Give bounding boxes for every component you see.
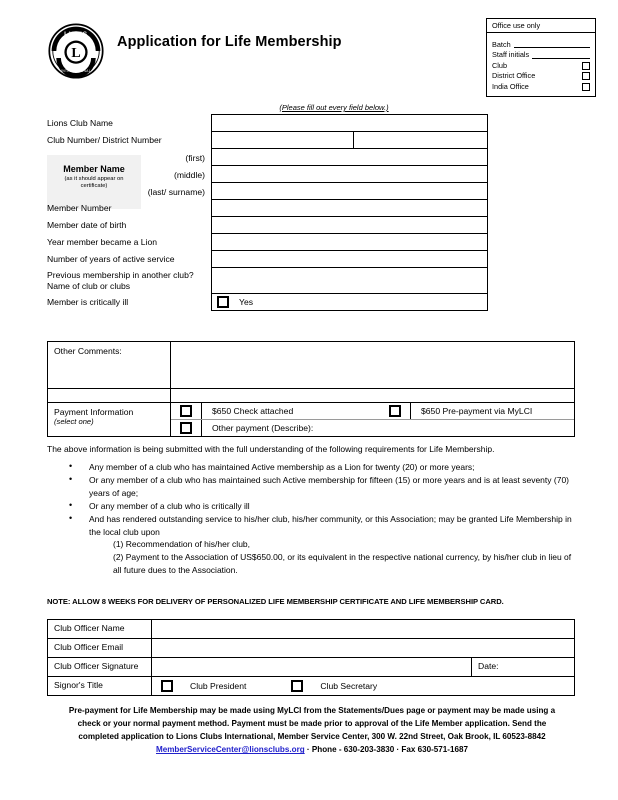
fill-out-instruction: (Please fill out every field below.) [279,103,389,112]
input-member-number[interactable] [212,200,487,216]
row-club-officer-name [48,620,574,638]
requirement-item-4-text: And has rendered outstanding service to his/her club, his/her community, or this Association; may be granted Life Membership in the local club upon [89,514,572,537]
row-lions-club-name [47,115,488,132]
requirement-item-4 [69,513,577,576]
checkbox-cell-prepayment-mylci [380,403,411,419]
label-critically-ill: Member is critically ill [47,297,129,308]
checkbox-cell-club-president [152,680,182,692]
member-name-title: Member Name [63,164,125,174]
footer-line-2: check or your normal payment method. Payment must be made prior to approval of the Life Member application. Send the [77,719,547,729]
footer-line-3: completed application to Lions Clubs International, Member Service Center, 300 W. 22nd Street, Oak Brook, IL 60523-8842 [78,732,546,742]
office-use-only-box [486,18,596,97]
requirement-sub-item-1: (1) Recommendation of his/her club, [113,538,251,549]
signature-and-date-cell [152,658,574,676]
label-other-payment: Other payment (Describe): [212,423,314,433]
row-club-officer-signature [48,657,574,676]
office-rule-batch[interactable] [514,40,590,48]
row-signor-title [48,676,574,695]
office-checkbox-india-office-wrap [576,83,590,91]
label-lions-club-name: Lions Club Name [47,118,113,129]
label-check-attached: $650 Check attached [212,406,294,416]
field-middle-name-wrap [211,165,488,183]
requirement-sub-item-2: (2) Payment to the Association of US$650.00, or its equivalent in the respective national currency, by his/her club in lieu of all future dues to the Association. [113,552,572,575]
office-row-batch [492,39,590,50]
office-checkbox-club[interactable] [582,62,590,70]
label-club-officer-signature: Club Officer Signature [48,658,152,676]
checkbox-prepayment-mylci[interactable] [389,405,401,417]
statement-intro: The above information is being submitted with the full understanding of the following requirements for Life Membership. [47,444,495,454]
svg-text:L: L [71,45,81,61]
input-member-dob[interactable] [212,217,487,233]
input-middle-name[interactable] [212,166,487,182]
office-label-batch: Batch [492,39,511,49]
office-row-staff-initials [492,50,590,61]
input-lions-club-name[interactable] [212,115,487,131]
label-club-officer-name: Club Officer Name [48,620,152,638]
office-use-fields [487,33,595,96]
comments-payment-table [47,341,575,437]
page-title: Application for Life Membership [117,34,342,50]
club-officer-table [47,619,575,696]
payment-sublabel-text: (select one) [54,417,94,426]
office-checkbox-district-office-wrap [576,72,590,80]
input-club-officer-email[interactable] [152,639,574,657]
field-previous-membership-wrap [211,267,488,294]
label-critically-ill-yes: Yes [239,297,254,307]
delivery-note: NOTE: ALLOW 8 WEEKS FOR DELIVERY OF PERSONALIZED LIFE MEMBERSHIP CERTIFICATE AND LIFE MEMBERSHIP CARD. [47,597,504,606]
row-spacer [48,388,574,402]
requirement-item-3: • Or any member of a club who is critically ill [69,500,577,512]
input-previous-membership[interactable] [212,268,487,293]
checkbox-critically-ill-yes[interactable] [217,296,229,308]
office-row-district-office [492,71,590,82]
office-rule-staff-initials[interactable] [532,51,590,59]
row-year-became-lion [47,234,488,251]
row-years-active-service [47,251,488,268]
signor-title-options [152,677,574,695]
checkbox-club-president[interactable] [161,680,173,692]
office-checkbox-india-office[interactable] [582,83,590,91]
svg-text:INTERNATIONAL: INTERNATIONAL [61,68,91,73]
input-club-officer-name[interactable] [152,620,574,638]
label-middle-name: (middle) [173,169,205,180]
footer-contact-line [47,743,577,756]
payment-options [171,403,574,436]
label-years-active-service: Number of years of active service [47,254,175,265]
checkbox-other-payment[interactable] [180,422,192,434]
row-payment-information [48,402,574,436]
office-label-india-office: India Office [492,81,529,91]
row-member-dob [47,217,488,234]
spacer-value-cell [171,389,574,402]
lions-international-logo-icon [47,22,105,80]
input-club-officer-signature[interactable] [152,658,471,676]
row-member-last-name [47,183,488,200]
label-year-became-lion: Year member became a Lion [47,237,158,248]
label-signor-title: Signor's Title [48,677,152,695]
input-other-comments[interactable] [171,342,574,388]
field-critically-ill-wrap [211,293,488,311]
requirement-item-1: • Any member of a club who has maintained Active membership as a Lion for twenty (20) or more years; [69,461,577,473]
field-club-district-wrap [211,131,488,149]
input-year-became-lion[interactable] [212,234,487,250]
office-row-india-office [492,81,590,92]
field-member-number-wrap [211,199,488,217]
row-member-first-name [47,149,488,166]
spacer-label-cell [48,389,171,402]
label-last-name: (last/ surname) [147,186,205,197]
checkbox-club-secretary[interactable] [291,680,303,692]
member-service-email-link[interactable]: MemberServiceCenter@lionsclubs.org [155,745,305,755]
footer-line-1: Pre-payment for Life Membership may be made using MyLCI from the Statements/Dues page or payment may be made using a [68,706,556,715]
requirement-sub-list [89,538,577,576]
field-member-dob-wrap [211,216,488,234]
requirement-item-2: • Or any member of a club who has maintained such Active membership for fifteen (15) or more years and is at least seventy (70) years of age; [69,474,577,499]
row-previous-membership [47,268,488,294]
label-club-secretary: Club Secretary [320,681,378,691]
signor-title-inner [152,677,574,695]
label-first-name: (first) [185,152,205,163]
label-prepayment-mylci: $650 Pre-payment via MyLCI [421,406,533,416]
field-first-name-wrap [211,148,488,166]
office-checkbox-club-wrap [576,62,590,70]
row-club-district-number [47,132,488,149]
office-use-title: Office use only [487,19,595,33]
row-other-comments [48,342,574,388]
office-label-district-office: District Office [492,71,536,81]
checkbox-cell-check-attached [171,403,202,419]
field-year-became-lion-wrap [211,233,488,251]
checkbox-cell-club-secretary [282,680,312,692]
row-critically-ill [47,294,488,311]
office-label-staff-initials: Staff initials [492,50,530,60]
footer-instructions [47,704,577,756]
label-previous-membership: Previous membership in another club? Name of club or clubs [47,270,194,291]
input-club-number[interactable] [212,132,354,148]
svg-text:LIONS: LIONS [64,30,88,38]
office-checkbox-district-office[interactable] [582,72,590,80]
label-member-number: Member Number [47,203,112,214]
checkbox-check-attached[interactable] [180,405,192,417]
label-club-officer-email: Club Officer Email [48,639,152,657]
label-date[interactable]: Date: [471,658,574,676]
member-name-subtitle: (as it should appear on certificate) [64,176,124,190]
requirements-statement [47,444,577,577]
form-header [0,0,618,92]
label-member-dob: Member date of birth [47,220,127,231]
field-last-name-wrap [211,182,488,200]
label-payment-information [48,403,171,436]
footer-phone-fax: · Phone - 630-203-3830 · Fax 630-571-1687 [304,745,468,755]
checkbox-cell-other-payment [171,420,202,436]
input-first-name[interactable] [212,149,487,165]
label-club-president: Club President [190,681,247,691]
payment-option-row-1 [171,403,574,419]
field-lions-club-name-wrap [211,114,488,132]
label-club-district-number: Club Number/ District Number [47,135,162,146]
row-member-middle-name [47,166,488,183]
input-last-name[interactable] [212,183,487,199]
payment-option-row-2 [171,419,574,436]
field-years-active-service-wrap [211,250,488,268]
label-other-comments: Other Comments: [48,342,171,388]
payment-label-text: Payment Information [54,407,134,417]
input-district-number[interactable] [354,132,487,148]
input-years-active-service[interactable] [212,251,487,267]
office-label-club: Club [492,60,508,70]
requirements-bullet-list [47,461,577,576]
row-club-officer-email [48,638,574,657]
member-info-table [47,115,488,311]
critically-ill-cell [212,294,487,310]
row-member-number [47,200,488,217]
office-row-club [492,60,590,71]
